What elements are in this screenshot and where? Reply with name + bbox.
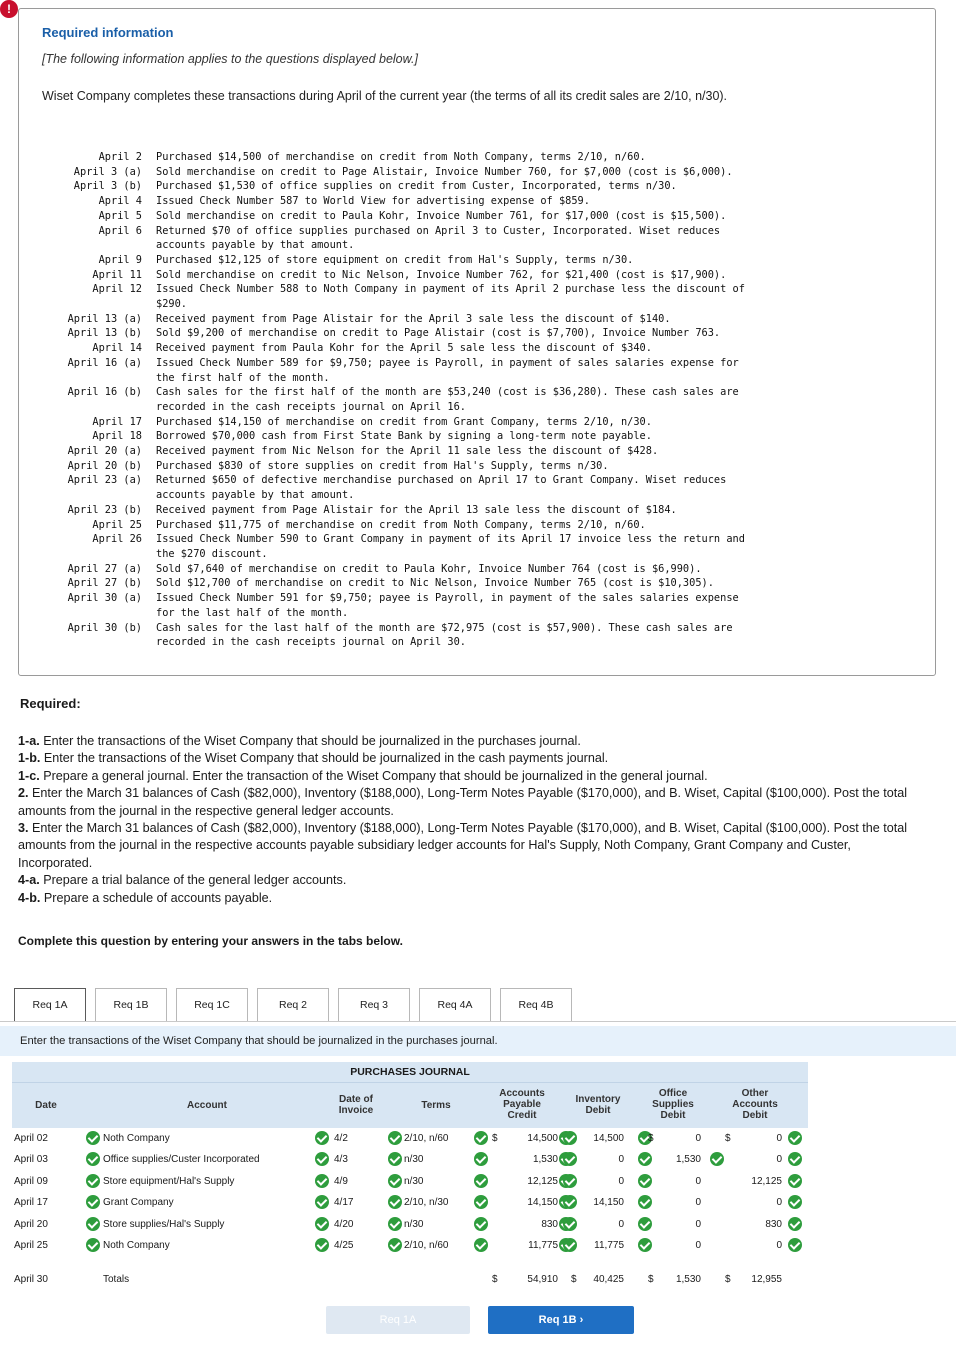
row-office-supplies-debit[interactable]: 0 — [695, 1175, 701, 1187]
transaction-row — [40, 194, 890, 209]
transaction-spacer — [142, 444, 156, 459]
check-icon — [388, 1174, 402, 1188]
check-icon — [86, 1217, 100, 1231]
transaction-spacer — [142, 194, 156, 209]
row-date: April 03 — [14, 1154, 48, 1166]
transaction-text: Received payment from Page Alistair for the April 13 sale less the discount of $184. — [156, 503, 677, 516]
required-item — [18, 785, 918, 820]
table-row — [12, 1171, 808, 1192]
transaction-spacer — [142, 282, 156, 311]
check-icon — [788, 1174, 802, 1188]
col-date-header: Date — [35, 1100, 57, 1111]
transaction-row — [40, 429, 890, 444]
required-item-text: Enter the transactions of the Wiset Company that should be journalized in the cash payments journal. — [43, 751, 609, 766]
row-terms[interactable]: 2/10, n/60 — [404, 1240, 449, 1251]
tab-req-3[interactable]: Req 3 — [338, 988, 410, 1022]
check-icon — [638, 1152, 652, 1166]
check-icon — [474, 1217, 488, 1231]
required-item — [18, 768, 918, 785]
transaction-spacer — [142, 253, 156, 268]
row-ap-credit[interactable]: 14,150 — [527, 1197, 558, 1209]
row-other-debit[interactable]: 12,125 — [751, 1175, 782, 1187]
transaction-spacer — [142, 165, 156, 180]
transaction-date: April 6 — [98, 224, 142, 237]
transaction-text: Issued Check Number 588 to Noth Company in payment of its April 2 purchase less the discount of $290. — [156, 283, 745, 311]
tab-req-4a[interactable]: Req 4A — [419, 988, 491, 1022]
transaction-date: April 30 (b) — [67, 621, 142, 634]
transaction-row — [40, 150, 890, 165]
check-icon — [788, 1131, 802, 1145]
transaction-text: Sold merchandise on credit to Page Alistair, Invoice Number 760, for $7,000 (cost is $6,000). — [156, 165, 733, 178]
transaction-row — [40, 312, 890, 327]
transaction-row — [40, 518, 890, 533]
transaction-text: Purchased $11,775 of merchandise on credit from Noth Company, terms 2/10, n/60. — [156, 518, 646, 531]
transaction-row — [40, 341, 890, 356]
transaction-row — [40, 562, 890, 577]
transaction-spacer — [142, 312, 156, 327]
journal-header — [12, 1082, 808, 1128]
tab-bar — [14, 988, 581, 1022]
check-icon — [563, 1152, 577, 1166]
next-tab-label: Req 1B — [538, 1314, 577, 1326]
tab-req-1a[interactable]: Req 1A — [14, 988, 86, 1022]
transaction-row — [40, 209, 890, 224]
transaction-text: Purchased $830 of store supplies on credit from Hal's Supply, terms n/30. — [156, 459, 609, 472]
transaction-spacer — [142, 518, 156, 533]
currency-sign: $ — [725, 1274, 731, 1285]
transaction-date: April 20 (b) — [67, 459, 142, 472]
table-row — [12, 1192, 808, 1213]
check-icon — [315, 1152, 329, 1166]
transaction-text: Issued Check Number 591 for $9,750; payee is Payroll, in payment of the sales salaries expense for the last half of the month. — [156, 592, 739, 619]
check-icon — [86, 1174, 100, 1188]
check-icon — [315, 1217, 329, 1231]
row-account[interactable]: Noth Company — [103, 1133, 170, 1144]
tab-divider — [0, 1021, 956, 1022]
currency-sign: $ — [492, 1133, 498, 1144]
required-item-number: 4-b. — [18, 890, 41, 905]
required-item-number: 1-c. — [18, 768, 40, 783]
row-terms[interactable]: n/30 — [404, 1175, 424, 1187]
row-office-supplies-debit[interactable]: 0 — [695, 1240, 701, 1251]
transaction-row — [40, 326, 890, 341]
row-invoice-date[interactable]: 4/20 — [334, 1218, 354, 1230]
row-office-supplies-debit: 1,530 — [675, 1274, 701, 1285]
required-item — [18, 890, 918, 907]
transaction-spacer — [142, 591, 156, 620]
row-date: April 20 — [14, 1218, 48, 1230]
transaction-date: April 3 (a) — [73, 165, 142, 178]
currency-sign: $ — [725, 1133, 731, 1144]
transaction-date: April 30 (a) — [67, 592, 142, 605]
instruction-text: Enter the transactions of the Wiset Company that should be journalized in the purchases journal. — [20, 1035, 498, 1047]
transaction-row — [40, 532, 890, 561]
row-inventory-debit[interactable]: 14,500 — [593, 1133, 624, 1144]
transaction-spacer — [142, 385, 156, 414]
transaction-date: April 16 (b) — [67, 386, 142, 399]
row-account[interactable]: Store equipment/Hal's Supply — [103, 1175, 235, 1187]
check-icon — [315, 1195, 329, 1209]
row-office-supplies-debit[interactable]: 0 — [695, 1197, 701, 1209]
row-terms[interactable]: n/30 — [404, 1154, 424, 1166]
transaction-text: Sold merchandise on credit to Paula Kohr, Invoice Number 761, for $17,000 (cost is $15,500). — [156, 209, 727, 222]
col-account-header: Account — [187, 1100, 227, 1111]
row-account[interactable]: Noth Company — [103, 1240, 170, 1251]
required-item — [18, 820, 918, 872]
transaction-date: April 20 (a) — [67, 445, 142, 458]
transaction-text: Sold merchandise on credit to Nic Nelson, Invoice Number 762, for $21,400 (cost is $17,900). — [156, 268, 727, 281]
row-account[interactable]: Store supplies/Hal's Supply — [103, 1218, 225, 1230]
transaction-text: Sold $7,640 of merchandise on credit to Paula Kohr, Invoice Number 764 (cost is $6,990). — [156, 562, 702, 575]
row-inventory-debit[interactable]: 0 — [618, 1154, 624, 1166]
required-item-text: Prepare a schedule of accounts payable. — [43, 890, 273, 905]
row-invoice-date[interactable]: 4/17 — [334, 1197, 354, 1209]
row-other-debit[interactable]: 0 — [776, 1240, 782, 1251]
table-row — [12, 1214, 808, 1235]
required-item-text: Enter the March 31 balances of Cash ($82,000), Inventory ($188,000), Long-Term Notes Payable ($170,000), and B. Wiset, Capital ($100,000). Post the total amounts from the journal in the respective general ledger accounts. — [18, 786, 908, 818]
prev-tab-button[interactable]: Req 1A — [326, 1306, 470, 1334]
journal-title: PURCHASES JOURNAL — [12, 1062, 808, 1082]
transaction-spacer — [142, 326, 156, 341]
transaction-row — [40, 385, 890, 414]
check-icon — [86, 1195, 100, 1209]
row-account[interactable]: Grant Company — [103, 1197, 174, 1209]
row-ap-credit[interactable]: 1,530 — [532, 1154, 558, 1166]
transaction-date: April 27 (a) — [67, 562, 142, 575]
check-icon — [710, 1152, 724, 1166]
table-row — [12, 1128, 808, 1149]
transaction-text: Issued Check Number 589 for $9,750; payee is Payroll, in payment of sales salaries expense for the first half of the month. — [156, 356, 739, 384]
transaction-text: Returned $650 of defective merchandise purchased on April 17 to Grant Company. Wiset reduces accounts payable by that amount. — [156, 474, 727, 502]
transaction-spacer — [142, 459, 156, 474]
transaction-row — [40, 444, 890, 459]
transaction-spacer — [142, 532, 156, 561]
transaction-spacer — [142, 503, 156, 518]
transaction-spacer — [142, 209, 156, 224]
required-item — [18, 733, 918, 750]
col-terms-header: Terms — [421, 1100, 451, 1111]
row-ap-credit: 54,910 — [527, 1274, 558, 1285]
transaction-row — [40, 591, 890, 620]
transaction-row — [40, 224, 890, 253]
row-inventory-debit[interactable]: 11,775 — [594, 1240, 624, 1251]
transaction-row — [40, 459, 890, 474]
row-date: April 30 — [14, 1274, 48, 1285]
row-invoice-date[interactable]: 4/3 — [334, 1154, 348, 1166]
check-icon — [388, 1217, 402, 1231]
required-item-text: Prepare a general journal. Enter the transaction of the Wiset Company that should be journalized in the general journal. — [43, 768, 708, 783]
check-icon — [563, 1131, 577, 1145]
transaction-text: Purchased $14,500 of merchandise on credit from Noth Company, terms 2/10, n/60. — [156, 151, 646, 163]
transaction-date: April 23 (a) — [67, 474, 142, 487]
row-ap-credit[interactable]: 11,775 — [528, 1240, 558, 1251]
tab-req-1c[interactable]: Req 1C — [176, 988, 248, 1022]
check-icon — [86, 1131, 100, 1145]
row-terms[interactable]: 2/10, n/30 — [404, 1197, 449, 1209]
required-item-number: 3. — [18, 821, 29, 836]
required-item — [18, 750, 918, 767]
transaction-text: Returned $70 of office supplies purchased on April 3 to Custer, Incorporated. Wiset reduces accounts payable by that amount. — [156, 224, 721, 252]
transaction-row — [40, 621, 890, 650]
transaction-row — [40, 165, 890, 180]
tab-req-4b[interactable]: Req 4B — [500, 988, 572, 1022]
check-icon — [788, 1195, 802, 1209]
check-icon — [563, 1217, 577, 1231]
row-inventory-debit[interactable]: 0 — [618, 1218, 624, 1230]
row-invoice-date[interactable]: 4/25 — [334, 1240, 354, 1251]
row-other-debit[interactable]: 0 — [776, 1154, 782, 1166]
row-inventory-debit: 40,425 — [593, 1274, 624, 1285]
transaction-text: Sold $12,700 of merchandise on credit to Nic Nelson, Invoice Number 765 (cost is $10,305). — [156, 577, 714, 590]
transaction-date: April 2 — [98, 151, 142, 163]
row-terms[interactable]: n/30 — [404, 1218, 424, 1230]
row-other-debit: 12,955 — [751, 1274, 782, 1285]
transaction-spacer — [142, 341, 156, 356]
check-icon — [474, 1195, 488, 1209]
transaction-spacer — [142, 356, 156, 385]
check-icon — [788, 1152, 802, 1166]
complete-instruction: Complete this question by entering your answers in the tabs below. — [18, 934, 403, 948]
transaction-date: April 3 (b) — [73, 180, 142, 193]
transaction-text: Cash sales for the first half of the month are $53,240 (cost is $36,280). These cash sales are recorded in the cash receipts journal on April 16. — [156, 386, 739, 413]
transaction-date: April 14 — [92, 342, 142, 355]
required-item-number: 1-a. — [18, 734, 40, 748]
info-title: Required information — [42, 25, 174, 40]
row-account[interactable]: Office supplies/Custer Incorporated — [103, 1154, 260, 1166]
row-ap-credit[interactable]: 830 — [541, 1218, 558, 1230]
row-office-supplies-debit[interactable]: 0 — [695, 1218, 701, 1230]
transaction-text: Received payment from Nic Nelson for the April 11 sale less the discount of $428. — [156, 445, 659, 458]
required-item-text: Enter the transactions of the Wiset Company that should be journalized in the purchases journal. — [43, 734, 581, 748]
transaction-date: April 9 — [98, 253, 142, 266]
row-invoice-date[interactable]: 4/9 — [334, 1175, 348, 1187]
transaction-date: April 4 — [98, 195, 142, 208]
check-icon — [388, 1195, 402, 1209]
check-icon — [388, 1238, 402, 1252]
row-ap-credit[interactable]: 12,125 — [527, 1175, 558, 1187]
transaction-row — [40, 179, 890, 194]
transaction-spacer — [142, 150, 156, 165]
check-icon — [86, 1238, 100, 1252]
check-icon — [638, 1217, 652, 1231]
transaction-text: Purchased $1,530 of office supplies on credit from Custer, Incorporated, terms n/30. — [156, 180, 677, 193]
transaction-date: April 13 (a) — [67, 312, 142, 325]
transaction-spacer — [142, 473, 156, 502]
check-icon — [563, 1195, 577, 1209]
info-intro: Wiset Company completes these transactions during April of the current year (the terms of all its credit sales are 2/10, n/30). — [42, 89, 728, 103]
transaction-text: Cash sales for the last half of the month are $72,975 (cost is $57,900). These cash sales are recorded in the cash receipts journal on April 30. — [156, 621, 733, 649]
totals-row — [12, 1269, 808, 1290]
transaction-date: April 27 (b) — [67, 577, 142, 590]
transaction-spacer — [142, 576, 156, 591]
transaction-text: Sold $9,200 of merchandise on credit to Page Alistair (cost is $7,700), Invoice Number 763. — [156, 327, 721, 340]
row-date: April 09 — [14, 1175, 48, 1187]
col-ap-header: Accounts Payable Credit — [499, 1088, 545, 1121]
check-icon — [563, 1238, 577, 1252]
transaction-text: Purchased $12,125 of store equipment on credit from Hal's Supply, terms n/30. — [156, 253, 634, 266]
transaction-spacer — [142, 179, 156, 194]
transaction-row — [40, 268, 890, 283]
currency-sign: $ — [648, 1133, 654, 1144]
row-other-debit[interactable]: 830 — [765, 1218, 782, 1230]
row-account: Totals — [103, 1274, 130, 1285]
transaction-text: Issued Check Number 587 to World View for advertising expense of $859. — [156, 195, 590, 208]
transaction-spacer — [142, 415, 156, 430]
transaction-text: Received payment from Page Alistair for the April 3 sale less the discount of $140. — [156, 312, 671, 325]
transaction-row — [40, 356, 890, 385]
transaction-date: April 25 — [92, 518, 142, 531]
transaction-text: Borrowed $70,000 cash from First State Bank by signing a long-term note payable. — [156, 430, 652, 443]
row-invoice-date[interactable]: 4/2 — [334, 1133, 348, 1144]
transaction-date: April 18 — [92, 430, 142, 443]
required-item — [18, 872, 918, 889]
check-icon — [788, 1238, 802, 1252]
transaction-date: April 17 — [92, 415, 142, 428]
required-item-number: 1-b. — [18, 751, 41, 766]
check-icon — [638, 1174, 652, 1188]
check-icon — [788, 1217, 802, 1231]
check-icon — [563, 1174, 577, 1188]
transaction-list — [40, 150, 890, 650]
currency-sign: $ — [648, 1274, 654, 1285]
required-list — [18, 733, 918, 907]
transaction-spacer — [142, 621, 156, 650]
table-row — [12, 1149, 808, 1170]
currency-sign: $ — [492, 1274, 498, 1285]
transaction-row — [40, 473, 890, 502]
transaction-date: April 26 — [92, 533, 142, 546]
transaction-date: April 12 — [92, 283, 142, 296]
transaction-row — [40, 415, 890, 430]
check-icon — [86, 1152, 100, 1166]
required-heading: Required: — [20, 696, 81, 711]
check-icon — [388, 1131, 402, 1145]
check-icon — [474, 1152, 488, 1166]
transaction-date: April 5 — [98, 209, 142, 222]
row-office-supplies-debit[interactable]: 1,530 — [675, 1154, 701, 1166]
alert-icon: ! — [0, 0, 18, 18]
row-date: April 02 — [14, 1133, 48, 1144]
check-icon — [315, 1238, 329, 1252]
check-icon — [315, 1131, 329, 1145]
transaction-text: Issued Check Number 590 to Grant Company in payment of its April 17 invoice less the return and the $270 discount. — [156, 533, 745, 560]
row-inventory-debit[interactable]: 0 — [618, 1175, 624, 1187]
check-icon — [638, 1195, 652, 1209]
transaction-date: April 13 (b) — [67, 327, 142, 340]
check-icon — [638, 1238, 652, 1252]
check-icon — [388, 1152, 402, 1166]
row-terms[interactable]: 2/10, n/60 — [404, 1133, 449, 1144]
tab-req-2[interactable]: Req 2 — [257, 988, 329, 1022]
chevron-right-icon: › — [579, 1314, 584, 1326]
col-other-header: Other Accounts Debit — [732, 1088, 778, 1121]
col-office-header: Office Supplies Debit — [652, 1088, 694, 1121]
transaction-spacer — [142, 562, 156, 577]
col-invoice-header: Date of Invoice — [338, 1094, 374, 1116]
row-date: April 17 — [14, 1197, 48, 1209]
check-icon — [474, 1174, 488, 1188]
row-other-debit[interactable]: 0 — [776, 1197, 782, 1209]
check-icon — [474, 1131, 488, 1145]
transaction-spacer — [142, 429, 156, 444]
transaction-date: April 11 — [92, 268, 142, 281]
transaction-spacer — [142, 224, 156, 253]
transaction-date: April 23 (b) — [67, 503, 142, 516]
transaction-spacer — [142, 268, 156, 283]
check-icon — [315, 1174, 329, 1188]
row-inventory-debit[interactable]: 14,150 — [593, 1197, 624, 1209]
row-other-debit[interactable]: 0 — [776, 1133, 782, 1144]
transaction-text: Received payment from Paula Kohr for the April 5 sale less the discount of $340. — [156, 342, 652, 355]
row-date: April 25 — [14, 1240, 48, 1251]
currency-sign: $ — [571, 1274, 577, 1285]
next-tab-button[interactable] — [488, 1306, 634, 1334]
table-row — [12, 1235, 808, 1256]
transaction-row — [40, 282, 890, 311]
check-icon — [474, 1238, 488, 1252]
row-office-supplies-debit[interactable]: 0 — [695, 1133, 701, 1144]
transaction-row — [40, 253, 890, 268]
tab-req-1b[interactable]: Req 1B — [95, 988, 167, 1022]
required-item-number: 2. — [18, 786, 29, 801]
col-inventory-header: Inventory Debit — [575, 1094, 621, 1116]
required-item-text: Prepare a trial balance of the general ledger accounts. — [43, 873, 347, 888]
required-item-number: 4-a. — [18, 873, 40, 888]
transaction-row — [40, 576, 890, 591]
required-item-text: Enter the March 31 balances of Cash ($82,000), Inventory ($188,000), Long-Term Notes Payable ($170,000), and B. Wiset, Capital ($100,000). Post the total amounts from the journal in the respective accounts payable subsidiary ledger accounts for Hal's Supply, Noth Company, Grant Company and Custer, Incorporated. — [18, 821, 908, 870]
info-subtitle: [The following information applies to the questions displayed below.] — [42, 52, 418, 66]
transaction-text: Purchased $14,150 of merchandise on credit from Grant Company, terms 2/10, n/30. — [156, 415, 652, 428]
transaction-row — [40, 503, 890, 518]
row-ap-credit[interactable]: 14,500 — [527, 1133, 558, 1144]
transaction-date: April 16 (a) — [67, 356, 142, 369]
